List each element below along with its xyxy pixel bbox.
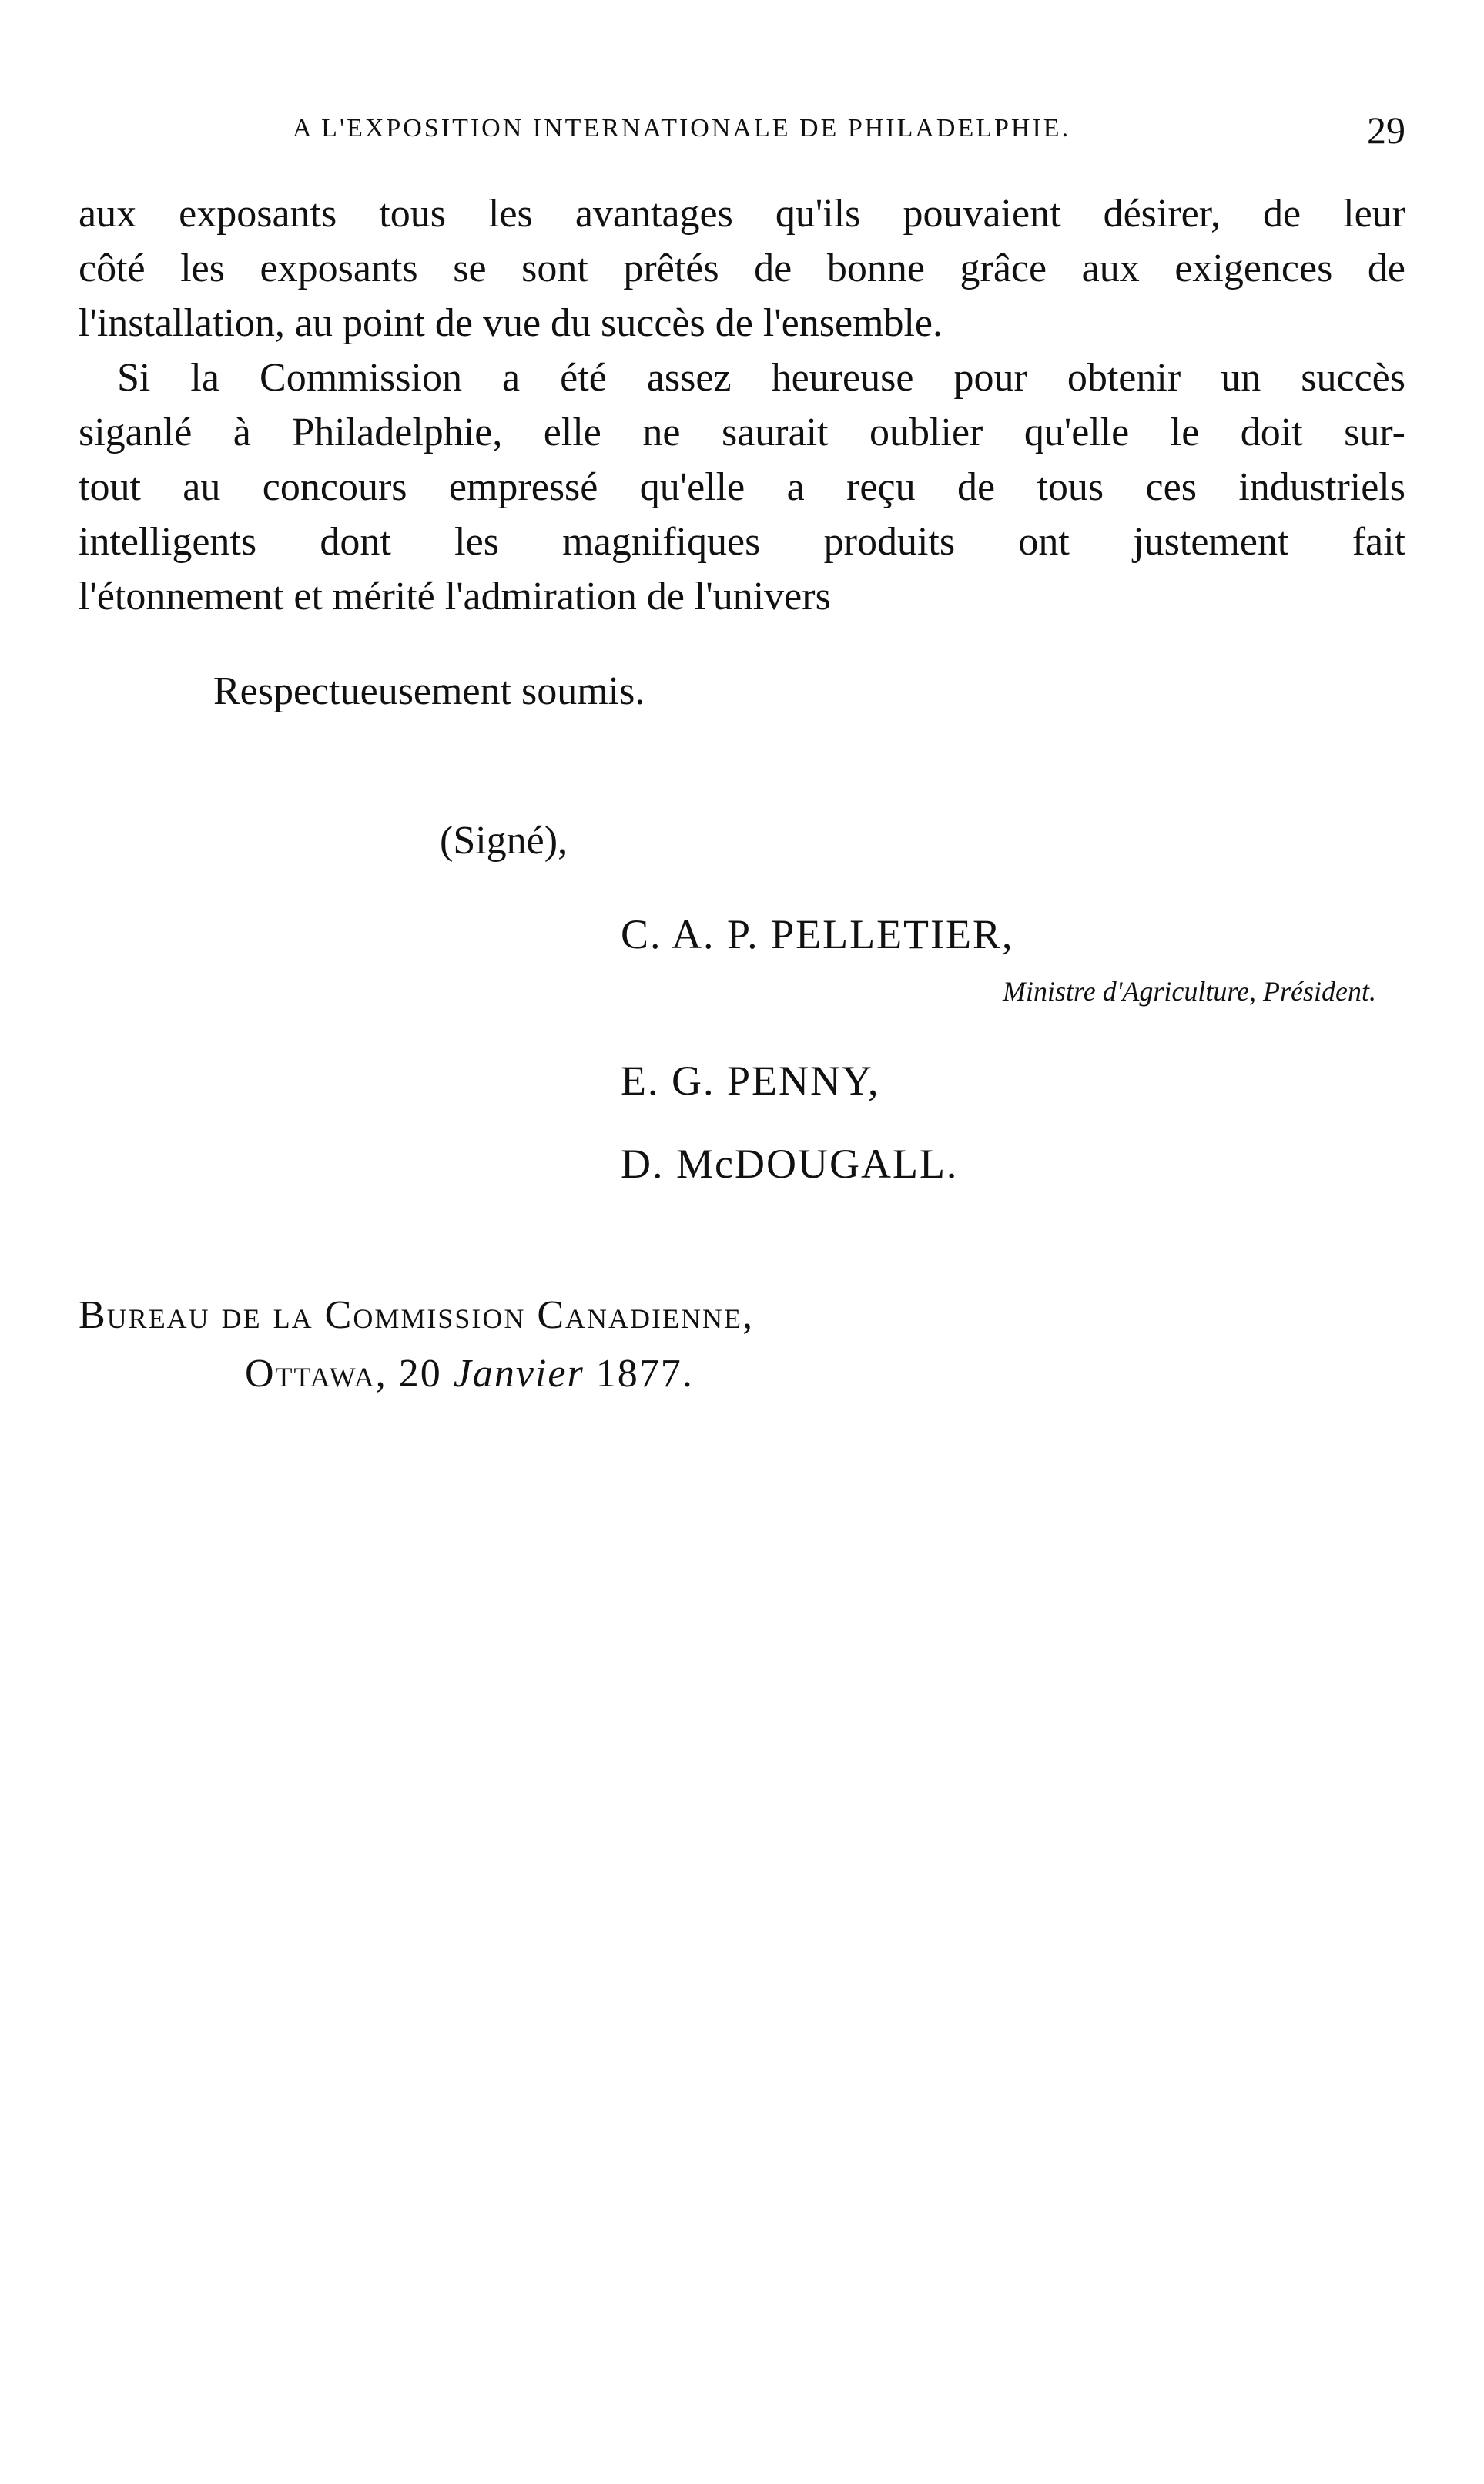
- signatory-name: C. A. P. PELLETIER,: [621, 911, 1014, 957]
- page-number: 29: [1367, 109, 1405, 152]
- signatory-name: D. McDOUGALL.: [621, 1141, 959, 1187]
- body-line: l'installation, au point de vue du succès de l'ensemble.: [79, 301, 943, 345]
- office-line: Bureau de la Commission Canadienne,: [79, 1293, 755, 1337]
- body-line: côté les exposants se sont prêtés de bonne grâce aux exigences de: [79, 246, 1405, 290]
- signed-note: (Signé),: [440, 819, 568, 863]
- body-line: l'étonnement et mérité l'admiration de l'univers: [79, 575, 831, 618]
- date-city: Ottawa,: [245, 1352, 387, 1396]
- running-header: A L'EXPOSITION INTERNATIONALE DE PHILADELPHIE.: [293, 114, 1071, 142]
- body-line: Si la Commission a été assez heureuse pour obtenir un succès: [117, 356, 1405, 400]
- body-line: aux exposants tous les avantages qu'ils pouvaient désirer, de leur: [79, 192, 1405, 236]
- body-line: tout au concours empressé qu'elle a reçu de tous ces industriels: [79, 465, 1405, 509]
- signatory-name: E. G. PENNY,: [621, 1058, 880, 1104]
- date-day: 20: [398, 1352, 442, 1396]
- body-line: intelligents dont les magnifiques produits ont justement fait: [79, 520, 1405, 564]
- body-text: [79, 186, 1405, 624]
- date-line: [245, 1351, 694, 1396]
- signatory-title: Ministre d'Agriculture, Président.: [1003, 976, 1376, 1007]
- date-month: Janvier: [453, 1352, 585, 1396]
- body-line: siganlé à Philadelphie, elle ne saurait oublier qu'elle le doit sur-: [79, 411, 1405, 454]
- date-year: 1877.: [595, 1352, 694, 1396]
- closing-formula: Respectueusement soumis.: [213, 669, 645, 713]
